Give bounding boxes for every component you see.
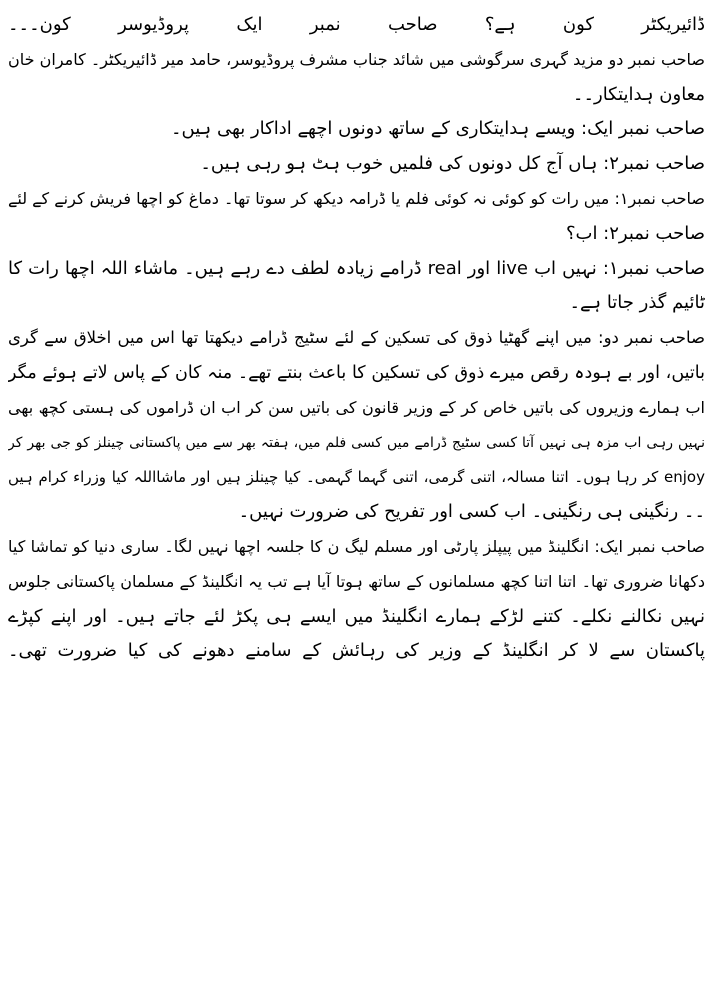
text-line: اب ہمارے وزیروں کی باتیں خاص کر کے وزیر قانون کی باتیں سن کر اب ان ڈراموں کی ہستی کچھ بھی [8, 397, 705, 417]
text-line: معاون ہدایتکار۔۔ [572, 83, 705, 105]
text-line: نہیں رہی اب مزہ ہی نہیں آتا کسی سٹیج ڈرامے میں کسی فلم میں، ہفتہ بھر سے میں پاکستانی چینلز کو جی بھر کر [8, 434, 705, 451]
text-line: پاکستان سے لا کر انگلینڈ کے وزیر کی رہائش کے سامنے دھونے کی کیا ضرورت تھی۔ [8, 640, 705, 662]
text-line: صاحب نمبر۱: میں رات کو کوئی نہ کوئی فلم یا ڈرامہ دیکھ کر سوتا تھا۔ دماغ کو اچھا فریش کرنے کے لئے [8, 188, 705, 208]
text-line: ڈائیریکٹر کون ہے؟ صاحب نمبر ایک پروڈیوسر کون۔۔۔ [8, 14, 705, 35]
text-line: ۔۔ رنگینی ہی رنگینی۔ اب کسی اور تفریح کی ضرورت نہیں۔ [238, 501, 705, 523]
text-line: صاحب نمبر۲: ہاں آج کل دونوں کی فلمیں خوب ہٹ ہو رہی ہیں۔ [200, 153, 705, 175]
text-line: صاحب نمبر ایک: انگلینڈ میں پیپلز پارٹی اور مسلم لیگ ن کا جلسہ اچھا نہیں لگا۔ ساری دنیا کو تماشا کیا [8, 536, 705, 556]
text-line: enjoy کر رہا ہوں۔ اتنا مسالہ، اتنی گرمی، اتنی گہما گہمی۔ کیا چینلز ہیں اور ماشااللہ کیا وزراء کرام ہیں [8, 468, 705, 487]
text-line: دکھانا ضروری تھا۔ اتنا اتنا کچھ مسلمانوں کے ساتھ ہوتا آیا ہے تب یہ انگلینڈ کے مسلمان پاکستانی جلوس [8, 571, 705, 591]
text-line: باتیں، اور بے ہودہ رقص میرے ذوق کی تسکین کا باعث بنتے تھے۔ منہ کان کے پاس لاتے ہوئے مگر [8, 362, 705, 383]
text-line: صاحب نمبر دو مزید گہری سرگوشی میں شائد جناب مشرف پروڈیوسر، حامد میر ڈائیریکٹر۔ کامران خان [8, 49, 705, 69]
text-line: ٹائیم گذر جاتا ہے۔ [569, 292, 705, 314]
text-line: صاحب نمبر۲: اب؟ [565, 222, 705, 244]
text-line: نہیں نکالنے نکلے۔ کتنے لڑکے ہمارے انگلینڈ میں ایسے ہی پکڑ لئے جاتے ہیں۔ اور اپنے کپڑے [8, 605, 705, 627]
text-line: صاحب نمبر ایک: ویسے ہدایتکاری کے ساتھ دونوں اچھے اداکار بھی ہیں۔ [171, 118, 705, 140]
text-line: صاحب نمبر۱: نہیں اب live اور real ڈرامے زیادہ لطف دے رہے ہیں۔ ماشاء اللہ اچھا رات کا [8, 257, 705, 279]
text-line: صاحب نمبر دو: میں اپنے گھٹیا ذوق کی تسکین کے لئے سٹیج ڈرامے دیکھتا تھا اس میں اخلاق سے گری [8, 328, 705, 348]
